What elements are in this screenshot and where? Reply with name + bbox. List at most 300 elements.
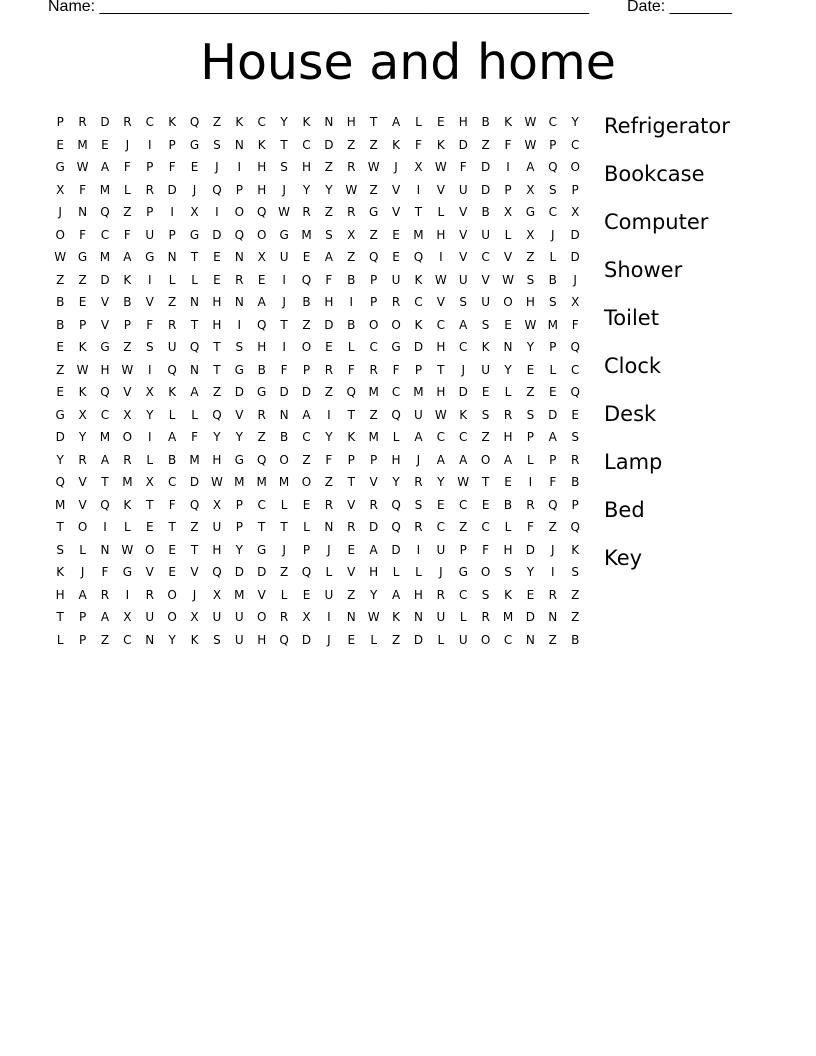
grid-letter: Q	[391, 497, 401, 512]
grid-letter: R	[571, 452, 580, 467]
grid-letter: Q	[279, 632, 289, 647]
grid-letter: L	[415, 115, 422, 130]
grid-letter: N	[324, 520, 334, 535]
grid-letter: N	[234, 137, 244, 152]
grid-letter: T	[481, 475, 490, 490]
grid-letter: M	[413, 385, 424, 400]
grid-letter: H	[436, 385, 446, 400]
grid-letter: I	[147, 272, 152, 287]
grid-letter: K	[123, 497, 132, 512]
grid-letter: H	[346, 115, 356, 130]
grid-letter: F	[549, 475, 557, 490]
grid-letter: L	[504, 385, 512, 400]
grid-letter: Q	[256, 452, 267, 467]
grid-letter: K	[190, 632, 199, 647]
grid-letter: P	[235, 520, 243, 535]
grid-letter: P	[78, 317, 87, 332]
grid-letter: C	[570, 362, 580, 377]
grid-letter: N	[167, 250, 177, 265]
grid-letter: G	[234, 452, 244, 467]
grid-letter: E	[56, 137, 64, 152]
grid-letter: P	[56, 115, 64, 130]
grid-letter: A	[78, 587, 87, 602]
grid-letter: D	[100, 115, 110, 130]
grid-letter: B	[302, 295, 311, 310]
grid-letter: U	[145, 227, 155, 242]
grid-letter: N	[145, 632, 155, 647]
grid-letter: Z	[257, 430, 266, 445]
grid-letter: M	[256, 475, 267, 490]
grid-letter: Z	[347, 137, 356, 152]
word-item: Desk	[604, 402, 657, 426]
grid-letter: E	[302, 587, 311, 602]
grid-letter: N	[324, 115, 334, 130]
grid-letter: P	[370, 295, 378, 310]
grid-letter: A	[100, 452, 110, 467]
grid-letter: P	[235, 497, 243, 512]
grid-letter: V	[347, 497, 356, 512]
grid-letter: N	[234, 295, 244, 310]
grid-letter: C	[302, 430, 311, 445]
grid-letter: T	[190, 250, 199, 265]
grid-letter: T	[437, 362, 445, 377]
grid-letter: W	[278, 205, 291, 220]
grid-letter: E	[145, 520, 154, 535]
grid-letter: R	[391, 295, 401, 310]
grid-letter: Q	[548, 160, 558, 175]
grid-letter: U	[481, 362, 491, 377]
grid-letter: U	[414, 407, 423, 422]
grid-letter: H	[212, 452, 222, 467]
grid-letter: H	[503, 542, 513, 557]
grid-letter: D	[279, 385, 289, 400]
grid-letter: L	[437, 632, 445, 647]
grid-letter: J	[573, 272, 577, 287]
grid-letter: P	[146, 160, 154, 175]
grid-letter: T	[280, 137, 288, 152]
grid-letter: D	[55, 430, 65, 445]
grid-letter: H	[391, 452, 401, 467]
grid-letter: J	[215, 160, 219, 175]
grid-letter: I	[170, 205, 174, 220]
grid-letter: G	[257, 542, 267, 557]
grid-letter: L	[392, 565, 400, 580]
grid-letter: D	[480, 160, 491, 175]
grid-letter: B	[347, 272, 356, 287]
grid-letter: M	[547, 317, 558, 332]
grid-letter: Y	[302, 182, 311, 197]
grid-letter: Z	[526, 385, 535, 400]
grid-letter: I	[215, 205, 219, 220]
grid-letter: R	[257, 407, 266, 422]
grid-letter: P	[146, 205, 154, 220]
grid-letter: L	[124, 182, 131, 197]
grid-letter: F	[571, 317, 579, 332]
grid-letter: P	[78, 632, 87, 647]
grid-letter: A	[526, 160, 535, 175]
grid-letter: R	[235, 272, 244, 287]
grid-letter: A	[168, 430, 177, 445]
grid-letter: Z	[302, 452, 311, 467]
grid-letter: I	[551, 565, 555, 580]
grid-letter: V	[459, 250, 468, 265]
grid-letter: K	[56, 565, 65, 580]
grid-letter: N	[234, 250, 244, 265]
grid-letter: G	[458, 565, 468, 580]
grid-letter: U	[212, 610, 222, 625]
grid-letter: M	[122, 475, 133, 490]
grid-letter: F	[191, 430, 198, 445]
grid-letter: M	[234, 475, 245, 490]
grid-letter: C	[503, 632, 513, 647]
grid-letter: H	[458, 115, 468, 130]
grid-letter: A	[123, 250, 132, 265]
grid-letter: O	[480, 452, 491, 467]
grid-letter: P	[571, 182, 579, 197]
grid-letter: L	[124, 520, 131, 535]
grid-letter: H	[55, 587, 65, 602]
grid-letter: D	[525, 542, 536, 557]
grid-letter: C	[548, 205, 557, 220]
grid-letter: F	[459, 160, 467, 175]
grid-letter: D	[480, 182, 491, 197]
grid-letter: J	[394, 160, 398, 175]
grid-letter: U	[167, 340, 177, 355]
grid-letter: I	[416, 542, 421, 557]
grid-letter: Q	[368, 250, 379, 265]
grid-letter: I	[147, 137, 152, 152]
grid-letter: U	[458, 632, 468, 647]
grid-letter: Q	[548, 497, 558, 512]
grid-letter: Y	[526, 565, 535, 580]
grid-letter: S	[481, 407, 490, 422]
grid-letter: V	[391, 182, 401, 197]
grid-letter: L	[168, 272, 176, 287]
grid-letter: S	[526, 407, 535, 422]
grid-letter: R	[347, 520, 356, 535]
grid-letter: E	[392, 250, 400, 265]
grid-letter: Z	[302, 317, 311, 332]
grid-letter: C	[302, 137, 311, 152]
grid-letter: M	[55, 497, 66, 512]
grid-letter: G	[55, 407, 65, 422]
grid-letter: M	[234, 587, 245, 602]
date-field-label: Date: _______	[627, 0, 732, 15]
grid-letter: L	[79, 542, 86, 557]
grid-letter: C	[459, 430, 468, 445]
grid-letter: M	[413, 227, 424, 242]
grid-letter: W	[345, 182, 358, 197]
word-item: Lamp	[604, 450, 663, 474]
grid-letter: F	[123, 227, 131, 242]
grid-letter: L	[392, 430, 400, 445]
grid-letter: P	[370, 272, 378, 287]
grid-letter: G	[234, 362, 244, 377]
grid-letter: K	[459, 407, 468, 422]
grid-letter: I	[147, 362, 152, 377]
grid-letter: C	[570, 137, 580, 152]
grid-letter: E	[56, 385, 64, 400]
grid-letter: S	[571, 430, 579, 445]
grid-letter: Y	[280, 115, 288, 130]
grid-letter: B	[279, 430, 289, 445]
grid-letter: M	[368, 430, 379, 445]
grid-letter: Y	[235, 542, 243, 557]
grid-letter: Y	[325, 182, 333, 197]
grid-letter: U	[481, 295, 491, 310]
grid-letter: W	[210, 475, 223, 490]
grid-letter: I	[327, 407, 331, 422]
grid-letter: Z	[279, 565, 289, 580]
grid-letter: N	[78, 205, 88, 220]
grid-letter: P	[347, 452, 355, 467]
grid-letter: R	[347, 205, 356, 220]
grid-letter: W	[524, 137, 537, 152]
grid-letter: M	[278, 475, 290, 490]
grid-letter: A	[548, 430, 557, 445]
grid-letter: A	[302, 407, 311, 422]
grid-letter: I	[327, 610, 331, 625]
grid-letter: X	[347, 227, 356, 242]
word-item: Refrigerator	[604, 114, 730, 138]
grid-letter: F	[168, 160, 176, 175]
grid-letter: I	[103, 520, 107, 535]
word-list	[604, 111, 730, 591]
grid-letter: Y	[437, 475, 445, 490]
grid-letter: Z	[56, 362, 65, 377]
grid-letter: H	[413, 587, 423, 602]
grid-letter: E	[168, 565, 176, 580]
grid-letter: U	[145, 610, 155, 625]
grid-letter: R	[548, 587, 557, 602]
grid-letter: P	[549, 137, 557, 152]
grid-letter: J	[282, 542, 286, 557]
grid-letter: X	[571, 295, 580, 310]
grid-letter: X	[123, 407, 132, 422]
grid-letter: Z	[369, 227, 378, 242]
grid-letter: T	[280, 317, 288, 332]
grid-letter: M	[502, 610, 514, 625]
grid-letter: K	[168, 115, 177, 130]
grid-letter: W	[434, 407, 447, 422]
grid-letter: T	[168, 520, 176, 535]
grid-letter: X	[212, 587, 222, 602]
grid-letter: G	[100, 340, 110, 355]
grid-letter: P	[549, 452, 557, 467]
grid-letter: Z	[526, 250, 535, 265]
grid-letter: Z	[100, 632, 110, 647]
grid-letter: F	[325, 272, 333, 287]
grid-letter: V	[459, 205, 468, 220]
grid-letter: D	[525, 610, 536, 625]
grid-letter: Q	[391, 407, 401, 422]
grid-letter: O	[391, 317, 401, 332]
grid-letter: T	[369, 115, 378, 130]
grid-letter: N	[190, 362, 200, 377]
grid-letter: Y	[146, 407, 154, 422]
grid-letter: Z	[459, 520, 468, 535]
grid-letter: U	[458, 182, 468, 197]
grid-letter: D	[189, 475, 200, 490]
grid-letter: T	[258, 520, 266, 535]
grid-letter: C	[436, 520, 446, 535]
grid-letter: F	[123, 160, 131, 175]
word-item: Computer	[604, 210, 709, 234]
grid-letter: E	[347, 542, 356, 557]
grid-letter: E	[168, 542, 176, 557]
grid-letter: H	[301, 160, 311, 175]
grid-letter: C	[369, 340, 378, 355]
grid-letter: H	[257, 182, 267, 197]
grid-letter: R	[369, 497, 378, 512]
grid-letter: X	[212, 497, 222, 512]
grid-letter: Y	[235, 430, 243, 445]
word-item: Bed	[604, 498, 645, 522]
grid-letter: R	[123, 452, 132, 467]
grid-letter: C	[459, 340, 468, 355]
grid-letter: L	[191, 272, 198, 287]
grid-letter: I	[125, 587, 130, 602]
grid-letter: D	[234, 565, 244, 580]
grid-letter: B	[123, 295, 132, 310]
grid-letter: E	[213, 272, 221, 287]
grid-letter: U	[324, 587, 334, 602]
grid-letter: C	[481, 520, 490, 535]
grid-letter: Q	[346, 385, 356, 400]
grid-letter: A	[324, 250, 333, 265]
grid-letter: L	[504, 227, 512, 242]
grid-letter: Q	[100, 497, 110, 512]
grid-letter: R	[369, 362, 378, 377]
grid-letter: K	[481, 340, 490, 355]
grid-letter: D	[167, 182, 177, 197]
grid-letter: V	[436, 295, 445, 310]
grid-letter: Q	[256, 317, 267, 332]
grid-letter: R	[100, 587, 110, 602]
grid-letter: T	[347, 407, 355, 422]
grid-letter: B	[481, 115, 490, 130]
grid-letter: D	[100, 272, 110, 287]
grid-letter: B	[548, 272, 557, 287]
grid-letter: D	[212, 227, 222, 242]
grid-letter: M	[301, 227, 312, 242]
grid-letter: L	[549, 362, 557, 377]
grid-letter: V	[145, 565, 154, 580]
grid-letter: L	[303, 520, 310, 535]
grid-letter: L	[504, 520, 512, 535]
grid-letter: M	[99, 250, 111, 265]
grid-letter: B	[481, 205, 490, 220]
grid-letter: Q	[301, 565, 312, 580]
grid-letter: Z	[190, 520, 199, 535]
grid-letter: P	[414, 362, 423, 377]
grid-letter: E	[56, 340, 64, 355]
grid-letter: C	[100, 407, 110, 422]
grid-letter: M	[368, 385, 379, 400]
grid-letter: M	[99, 430, 111, 445]
grid-letter: D	[570, 227, 580, 242]
grid-letter: F	[146, 317, 154, 332]
grid-letter: G	[257, 385, 267, 400]
grid-letter: L	[191, 407, 198, 422]
grid-letter: G	[55, 160, 65, 175]
grid-letter: I	[237, 317, 242, 332]
grid-letter: Q	[301, 272, 312, 287]
grid-letter: T	[190, 317, 199, 332]
grid-letter: Q	[189, 115, 200, 130]
grid-letter: F	[414, 137, 422, 152]
grid-letter: G	[77, 250, 88, 265]
grid-letter: A	[257, 295, 266, 310]
grid-letter: E	[302, 497, 311, 512]
grid-letter: Z	[56, 272, 65, 287]
grid-letter: R	[123, 115, 132, 130]
grid-letter: I	[506, 160, 510, 175]
grid-letter: Q	[413, 250, 424, 265]
grid-letter: C	[436, 317, 446, 332]
grid-letter: I	[147, 430, 152, 445]
grid-letter: W	[502, 272, 514, 287]
grid-letter: D	[257, 565, 267, 580]
grid-letter: F	[280, 362, 288, 377]
grid-letter: U	[279, 250, 289, 265]
grid-letter: Q	[100, 385, 110, 400]
grid-letter: V	[391, 205, 401, 220]
grid-letter: G	[525, 205, 536, 220]
grid-letter: R	[503, 407, 513, 422]
grid-letter: Z	[548, 632, 557, 647]
grid-letter: K	[78, 385, 87, 400]
grid-letter: D	[458, 385, 468, 400]
grid-letter: A	[100, 160, 110, 175]
grid-letter: N	[548, 610, 558, 625]
grid-letter: X	[145, 475, 154, 490]
grid-letter: S	[280, 160, 288, 175]
grid-letter: Y	[168, 632, 176, 647]
grid-letter: J	[416, 452, 421, 467]
grid-letter: Y	[526, 340, 535, 355]
grid-letter: K	[392, 137, 400, 152]
grid-letter: K	[571, 542, 580, 557]
grid-letter: E	[213, 250, 221, 265]
grid-letter: K	[392, 610, 400, 625]
grid-letter: P	[549, 340, 557, 355]
grid-letter: O	[167, 610, 177, 625]
grid-letter: E	[437, 115, 445, 130]
grid-letter: R	[481, 610, 490, 625]
grid-letter: K	[504, 587, 512, 602]
grid-letter: E	[302, 250, 311, 265]
grid-letter: F	[392, 362, 400, 377]
grid-letter: S	[325, 227, 333, 242]
grid-letter: Y	[213, 430, 221, 445]
grid-letter: S	[145, 340, 154, 355]
grid-letter: T	[56, 610, 64, 625]
grid-letter: L	[56, 632, 64, 647]
grid-letter: J	[461, 362, 465, 377]
grid-letter: Z	[571, 587, 580, 602]
grid-letter: D	[324, 137, 334, 152]
grid-letter: Z	[212, 385, 222, 400]
grid-letter: H	[212, 295, 222, 310]
grid-letter: U	[436, 610, 446, 625]
grid-letter: V	[257, 587, 266, 602]
grid-letter: C	[391, 385, 401, 400]
grid-letter: F	[79, 227, 87, 242]
grid-letter: E	[504, 317, 512, 332]
grid-letter: A	[100, 610, 110, 625]
grid-letter: I	[282, 340, 286, 355]
